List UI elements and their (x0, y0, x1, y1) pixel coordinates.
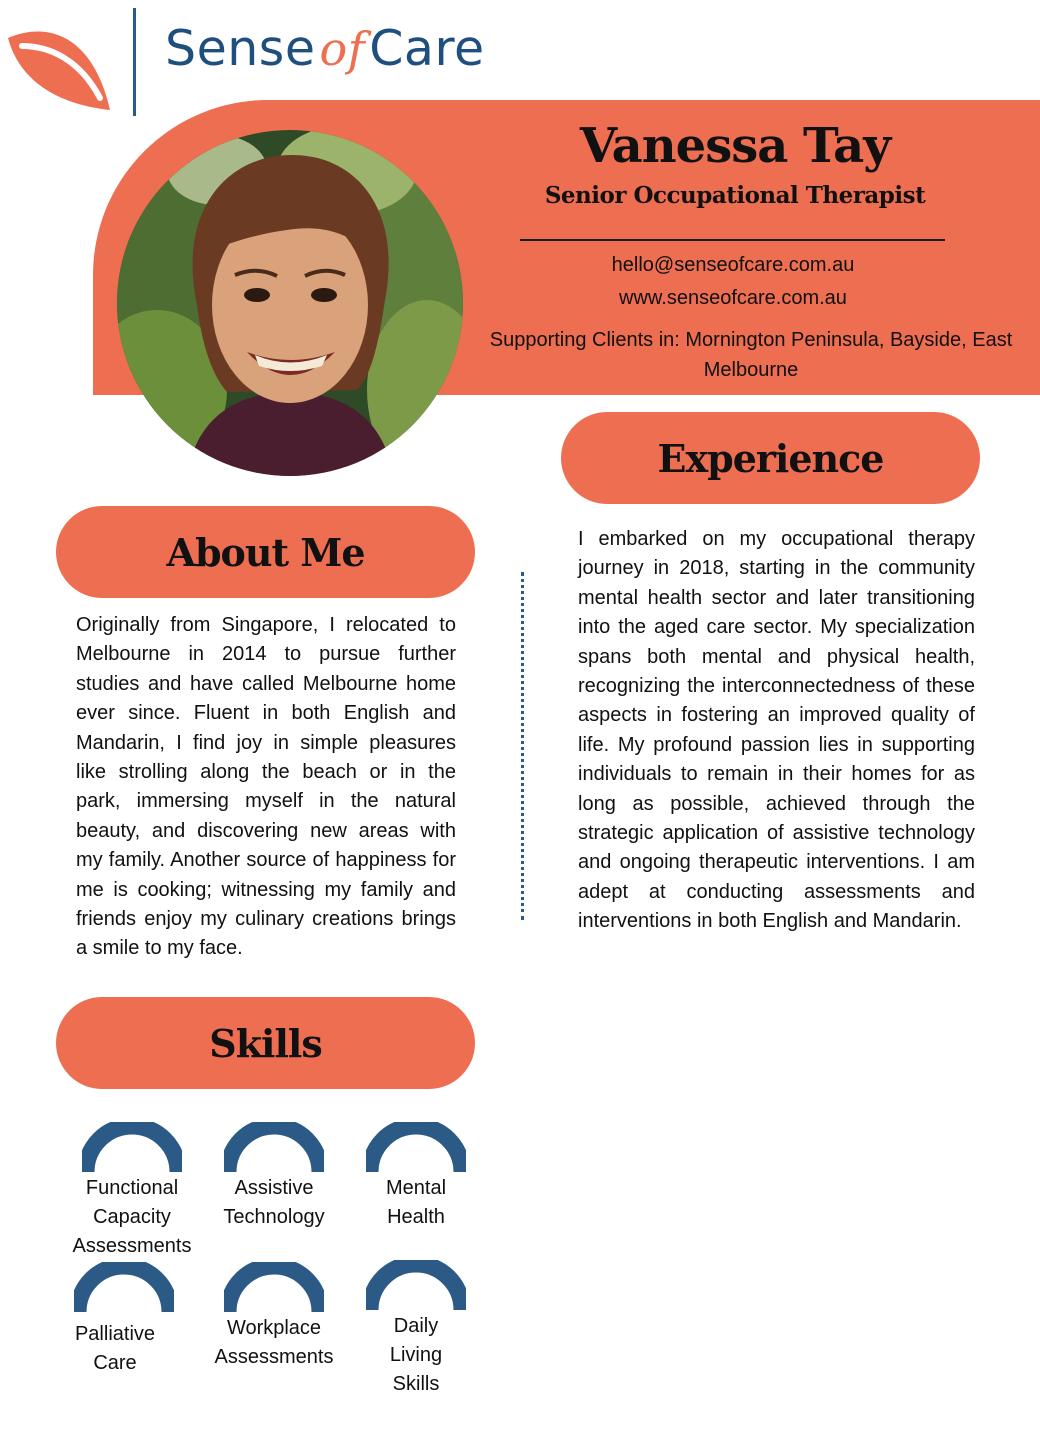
brand-word-sense: Sense (165, 20, 316, 77)
skill-item (341, 1260, 491, 1399)
leaf-logo-icon (0, 10, 120, 110)
skill-item (199, 1262, 349, 1372)
person-name: Vanessa Tay (579, 118, 891, 174)
brand-word-care: Care (369, 20, 485, 77)
job-title: Senior Occupational Therapist (544, 182, 926, 209)
skill-label: Mental Health (385, 1177, 447, 1228)
skill-item (49, 1262, 199, 1378)
service-areas: Supporting Clients in: Mornington Peninsula, Bayside, East Melbourne (489, 329, 1013, 381)
skill-item (341, 1122, 491, 1232)
brand-word-of: of (319, 22, 366, 76)
about-heading: About Me (56, 506, 475, 598)
about-paragraph: Originally from Singapore, I relocated to Melbourne in 2014 to pursue further studies and have called Melbourne home ever since. Fluent in both English and Mandarin, I find joy in simple pleasures like strolling along the beach or in the park, immersing myself in the natural beauty, and discovering new areas with my family. Another source of happiness for me is cooking; witnessing my family and friends enjoy my culinary creations brings a smile to my face. (76, 614, 456, 960)
email-link[interactable]: hello@senseofcare.com.au (611, 254, 855, 276)
title-divider (520, 239, 945, 241)
column-divider (521, 572, 524, 920)
experience-heading: Experience (561, 412, 980, 504)
skill-label: Daily Living Skills (389, 1315, 443, 1395)
skill-label: Functional Capacity Assessments (72, 1177, 192, 1257)
experience-paragraph: I embarked on my occupational therapy journey in 2018, starting in the community mental health sector and later transitioning into the aged care sector. My specialization spans both mental and physical health, recognizing the interconnectedness of these aspects in fostering an improved quality of life. My profound passion lies in supporting individuals to remain in their homes for as long as possible, achieved through the strategic application of assistive technology and ongoing therapeutic interventions. I am adept at conducting assessments and interventions in both English and Mandarin. (578, 528, 975, 933)
gauge-arc-icon (224, 1262, 324, 1312)
skill-item (57, 1122, 207, 1261)
skill-label: Assistive Technology (223, 1177, 325, 1228)
skill-item (199, 1122, 349, 1232)
profile-photo (117, 130, 463, 476)
skills-heading: Skills (56, 997, 475, 1089)
gauge-arc-icon (74, 1262, 174, 1312)
logo-divider (133, 8, 136, 116)
website-link[interactable]: www.senseofcare.com.au (619, 287, 847, 309)
skill-label: Workplace Assessments (214, 1317, 334, 1368)
skill-label: Palliative Care (74, 1323, 156, 1374)
gauge-arc-icon (224, 1122, 324, 1172)
gauge-arc-icon (82, 1122, 182, 1172)
gauge-arc-icon (366, 1122, 466, 1172)
brand-name (165, 20, 485, 77)
gauge-arc-icon (366, 1260, 466, 1310)
